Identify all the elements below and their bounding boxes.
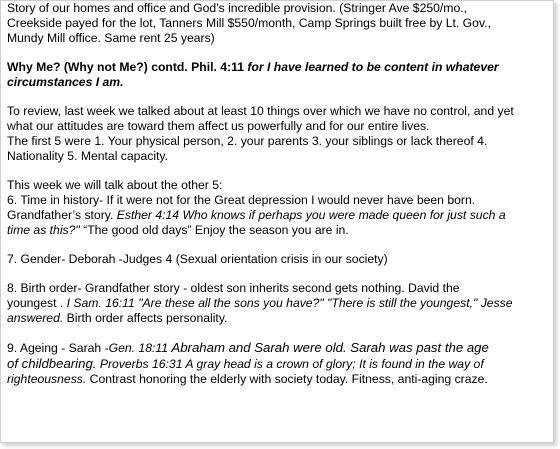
item-6-story: Grandfather’s story. (7, 208, 117, 222)
item-8-line-3 (7, 311, 549, 326)
review-line-1: To review, last week we talked about at least 10 things over which we have no control, and yet (7, 104, 514, 118)
spacer (7, 238, 549, 252)
item-6-verse: Esther 4:14 Who knows if perhaps you were made queen for just such a (116, 208, 506, 222)
section-heading (7, 60, 549, 75)
spacer (7, 90, 549, 104)
item-6-line-3 (7, 223, 549, 238)
item-9-line-3 (7, 372, 549, 387)
item-6-note: “The good old days” Enjoy the season you are in. (79, 223, 349, 237)
item-9-line-2 (7, 356, 549, 372)
item-8-line-1: 8. Birth order- Grandfather story - oldest son inherits second gets nothing. David the (7, 281, 460, 295)
heading-verse-2: circumstances I am. (7, 75, 124, 89)
spacer (7, 326, 549, 340)
intro-line-2: Creekside payed for the lot, Tanners Mill $550/month, Camp Springs built free by Lt. Gov., (7, 16, 491, 30)
spacer (7, 164, 549, 178)
item-9-ref: Gen. 18:11 (108, 341, 172, 355)
item-7: 7. Gender- Deborah -Judges 4 (Sexual orientation crisis in our society) (7, 252, 388, 266)
review-line-4: Nationality 5. Mental capacity. (7, 149, 168, 163)
item-8-note: Birth order affects personality. (63, 311, 228, 325)
item-9-proverbs: Proverbs 16:31 A gray head is a crown of glory; It is found in the way of (96, 357, 484, 371)
document-body (7, 1, 549, 387)
item-8-verse: I Sam. 16:11 "Are these all the sons you have?" "There is still the youngest," Jesse (66, 296, 513, 310)
intro-line-3: Mundy Mill office. Same rent 25 years) (7, 31, 215, 45)
review-line-3: The first 5 were 1. Your physical person, 2. your parents 3. your siblings or lack thereof 4. (7, 134, 488, 148)
item-9-proverbs-end: righteousness. (7, 372, 87, 386)
item-8-verse-end: answered. (7, 311, 64, 325)
intro-line-1: Story of our homes and office and God’s incredible provision. (Stringer Ave $250/mo., (7, 1, 467, 15)
item-8-youngest: youngest . (7, 296, 67, 310)
heading-verse-1: for I have learned to be content in whatever (247, 60, 499, 74)
item-6-verse-end: time as this?" (7, 223, 80, 237)
week-intro: This week we will talk about the other 5: (7, 178, 223, 192)
item-9-line-1 (7, 340, 549, 356)
item-9-label: 9. Ageing - Sarah - (7, 341, 109, 355)
item-8-line-2 (7, 296, 549, 311)
heading-title: Why Me? (Why not Me?) contd. Phil. 4:11 (7, 60, 248, 74)
item-6-line-2 (7, 208, 549, 223)
item-9-verse: Abraham and Sarah were old. Sarah was past the age (171, 340, 489, 355)
item-6-line-1: 6. Time in history- If it were not for the Great depression I would never have been born. (7, 193, 476, 207)
review-line-2: what our attitudes are toward them affect us powerfully and for our entire lives. (7, 119, 430, 133)
item-9-verse-cont: of childbearing. (7, 356, 97, 371)
spacer (7, 46, 549, 60)
spacer (7, 267, 549, 281)
item-9-note: Contrast honoring the elderly with society today. Fitness, anti-aging craze. (86, 372, 488, 386)
